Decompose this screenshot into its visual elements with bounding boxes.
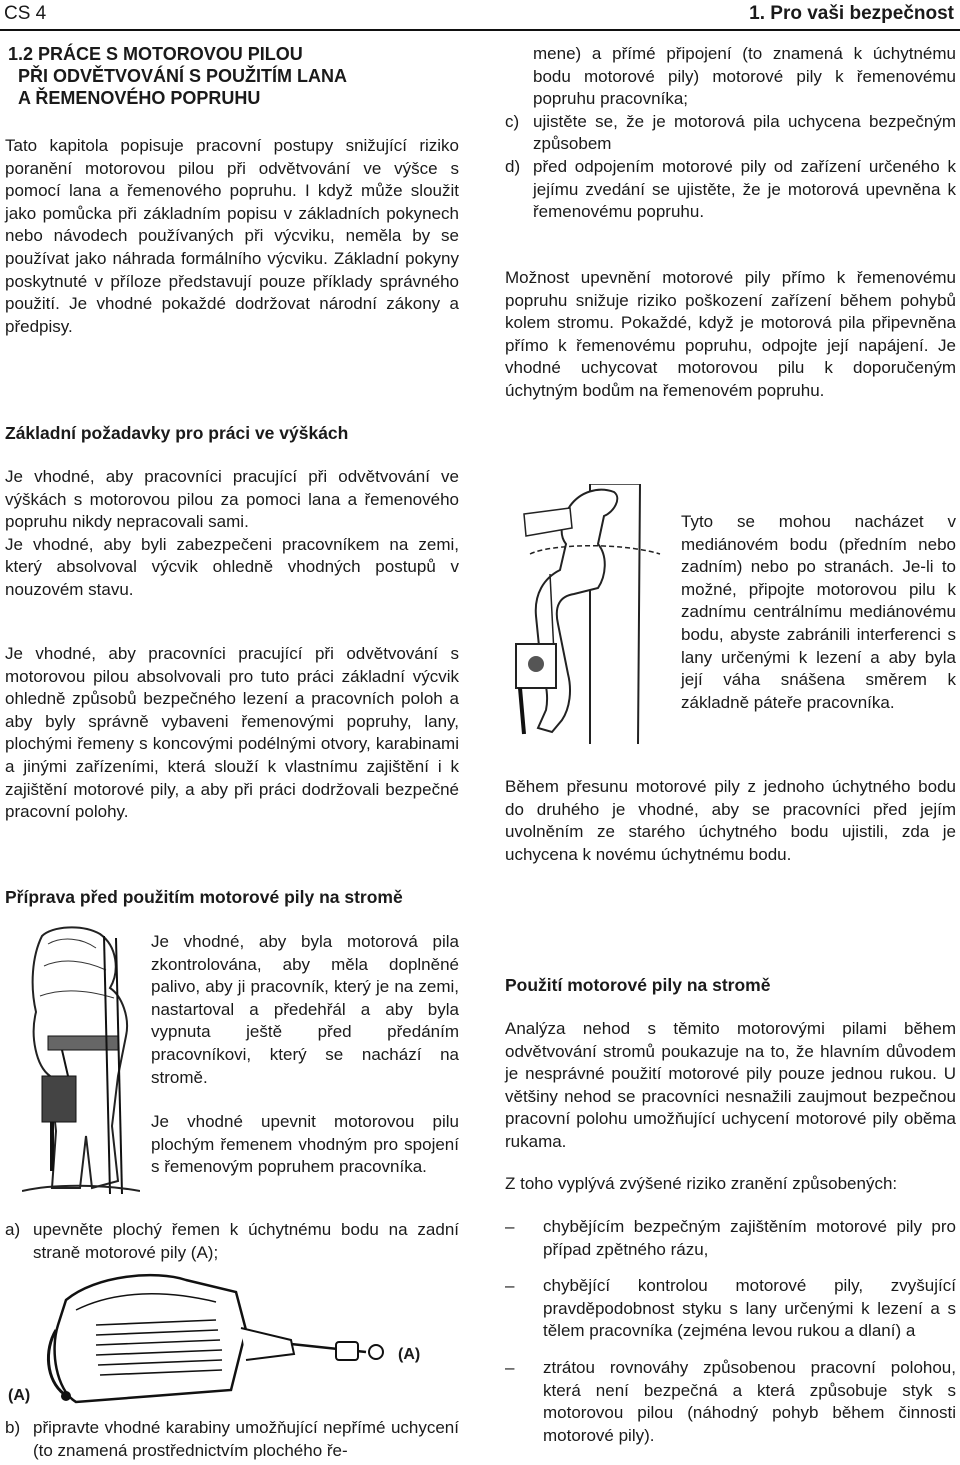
list-a-block xyxy=(5,1219,459,1264)
continuation-block xyxy=(505,43,956,224)
header-rule xyxy=(0,29,960,31)
title-line-3: A ŘEMENOVÉHO POPRUHU xyxy=(18,88,261,108)
prep-paragraph-2: Je vhodné upevnit motorovou pilu plochým řemenem vhodným pro spojení s řemenovým popruhem pracovníka. xyxy=(151,1112,459,1177)
heading-prep: Příprava před použitím motorové pily na stromě xyxy=(5,887,403,907)
chapter-title: 1. Pro vaši bezpečnost xyxy=(749,3,954,24)
dash-item-1 xyxy=(505,1216,956,1261)
dash-list-block xyxy=(505,1216,956,1461)
chainsaw-rear-attachment-icon xyxy=(36,1270,396,1410)
dash-item-2 xyxy=(505,1275,956,1343)
dash-text-2: chybějící kontrolou motorové pily, zvyšující pravděpodobnost styku s lany určenými k lezení a s tělem pracovníka (zejména levou rukou a dlaní) a xyxy=(543,1276,956,1341)
list-marker-d: d) xyxy=(505,156,521,176)
heights-paragraph-2: Je vhodné, aby byli zabezpečeni pracovníkem na zemi, který absolvoval výcvik ohledně vhodných postupů v nouzovém stavu. xyxy=(5,534,459,599)
dash-marker-1: – xyxy=(505,1217,515,1236)
list-marker-b: b) xyxy=(5,1418,21,1437)
risk-block xyxy=(505,1173,956,1196)
dash-text-1: chybějícím bezpečným zajištěním motorové pily pro případ zpětného rázu, xyxy=(543,1217,956,1259)
list-item-b xyxy=(5,1417,459,1462)
heights-paragraph-1: Je vhodné, aby pracovníci pracující při odvětvování ve výškách s motorovou pilou za pomoci lana a řemenového popruhu nikdy nepracovali sami. xyxy=(5,467,459,532)
title-line-1: 1.2 PRÁCE S MOTOROVOU PILOU xyxy=(8,44,303,64)
page-number: CS 4 xyxy=(4,3,47,24)
list-text-a: upevněte plochý řemen k úchytnému bodu na zadní straně motorové pily (A); xyxy=(33,1220,459,1262)
heading-use: Použití motorové pily na stromě xyxy=(505,975,771,995)
intro-paragraph-block xyxy=(5,135,459,338)
label-a-left: (A) xyxy=(8,1387,31,1404)
list-item-a xyxy=(5,1219,459,1264)
transfer-block xyxy=(505,776,956,866)
intro-paragraph: Tato kapitola popisuje pracovní postupy snižující riziko poranění motorovou pilou při odvětvování ve výšce s pomocí lana a řemenového popruhu. I když může sloužit jako pomůcka při základním popisu v základních pokynech nebo návodech používaných při výcviku, neměla by se používat jako náhrada formálního výcviku. Základní pokyny poskytnuté v příloze představují pouze příklady správného použití. Je vhodné pokaždé dodržovat národní zákony a předpisy. xyxy=(5,136,459,336)
list-item-c xyxy=(505,111,956,156)
list-text-b: připravte vhodné karabiny umožňující nepřímé uchycení (to znamená prostřednictvím plochého ře- xyxy=(33,1418,459,1460)
heights-block-2 xyxy=(5,643,459,824)
title-line-2: PŘI ODVĚTVOVÁNÍ S POUŽITÍM LANA xyxy=(18,66,348,86)
transfer-paragraph: Během přesunu motorové pily z jednoho úchytného bodu do druhého je vhodné, aby se pracovníci před jejím uvolněním ze starého úchytného bodu ujistili, zda je uchycena k novému úchytnému bodu. xyxy=(505,777,956,864)
list-text-d: před odpojením motorové pily od zařízení určeného k jejímu zvedání se ujistěte, že je motorová upevněna k řemenovému popruhu. xyxy=(533,156,956,222)
attach-points-block xyxy=(681,511,956,714)
dash-marker-3: – xyxy=(505,1357,515,1377)
worker-with-chainsaw-icon xyxy=(22,926,140,1196)
risk-paragraph: Z toho vyplývá zvýšené riziko zranění způsobených: xyxy=(505,1174,898,1193)
direct-attach-paragraph: Možnost upevnění motorové pily přímo k řemenovému popruhu snižuje riziko poškození zařízení během pohybů kolem stromu. Pokaždé, když je motorová pila připevněna přímo k řemenovému popruhu, odpojte její napájení. Je vhodné uchycovat motorovou pilu k doporučeným úchytným bodům na řemenovém popruhu. xyxy=(505,268,956,400)
list-marker-a: a) xyxy=(5,1220,21,1239)
prep-paragraph-1: Je vhodné, aby byla motorová pila zkontrolována, aby měla doplněné palivo, aby ji pracovník, který je na zemi, nastartoval a předehřál a aby byla vypnuta ještě před předáním pracovníkovi, který se nachází na stromě. xyxy=(151,932,459,1087)
dash-text-3: ztrátou rovnováhy způsobenou pracovní polohou, která není bezpečná a která způsobuje styk s motorovou pilou (náhodný pohyb během činnosti motorové pily). xyxy=(543,1357,956,1445)
tree-climber-icon xyxy=(510,484,670,744)
use-paragraph: Analýza nehod s těmito motorovými pilami během odvětvování stromů poukazuje na to, že hlavním důvodem je nesprávné použití motorové pily pouze jednou rukou. U většiny nehod se pracovníci nesnažili zaujmout bezpečnou pracovní polohu umožňující uchycení motorové pily oběma rukama. xyxy=(505,1019,956,1151)
heights-paragraph-3: Je vhodné, aby pracovníci pracující při odvětvování s motorovou pilou absolvovali pro tuto práci základní výcvik ohledně způsobů bezpečného lezení a pracovních poloh a aby byly správně vybaveni řemenovými popruhy, lany, plochými řemeny s koncovými podélnými otvory, karabinami a jinými zařízeními, která slouží k vlastnímu zajištění i k zajištění motorové pily, a aby při práci dodržovali bezpečné pracovní polohy. xyxy=(5,644,459,822)
dash-marker-2: – xyxy=(505,1276,515,1296)
heights-block xyxy=(5,466,459,602)
use-block xyxy=(505,1018,956,1154)
section-title xyxy=(8,43,459,109)
prep-block xyxy=(151,931,459,1179)
dash-item-3 xyxy=(505,1357,956,1447)
direct-attach-block xyxy=(505,267,956,403)
continuation-text: mene) a přímé připojení (to znamená k úchytnému bodu motorové pily) motorové pily k řemenovému popruhu pracovníka; xyxy=(533,44,956,109)
list-b-block xyxy=(5,1417,459,1462)
list-marker-c: c) xyxy=(505,111,520,131)
attach-points-paragraph: Tyto se mohou nacházet v mediánovém bodu (předním nebo zadním) nebo po stranách. Je-li to možné, připojte motorovou pilu k zadnímu centrálnímu mediánovému bodu, abyste zabránili interferenci s lany určenými k lezení a aby byla její váha snášena směrem k základně páteře pracovníka. xyxy=(681,512,956,712)
list-item-d xyxy=(505,156,956,224)
heading-heights: Základní požadavky pro práci ve výškách xyxy=(5,423,349,443)
list-text-c: ujistěte se, že je motorová pila uchycena bezpečným způsobem xyxy=(533,111,956,154)
label-a-right: (A) xyxy=(398,1346,421,1363)
